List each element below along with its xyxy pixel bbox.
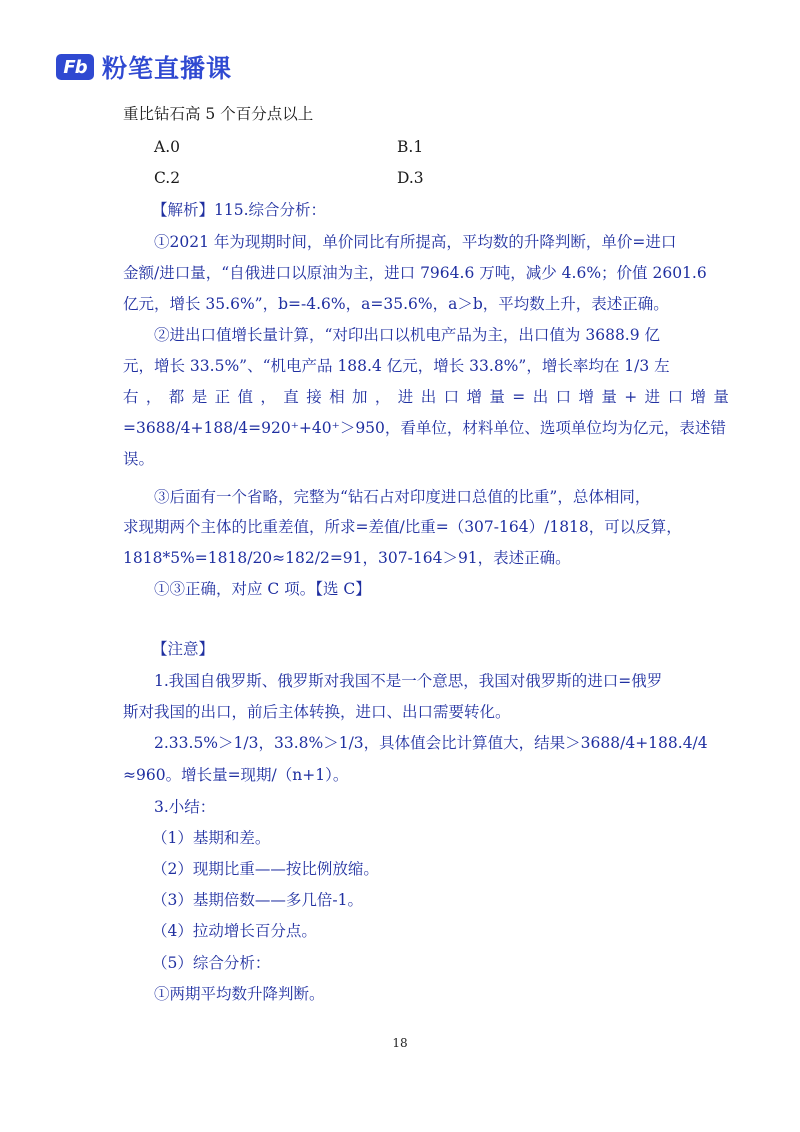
analysis-p3-line: 求现期两个主体的比重差值，所求=差值/比重=（307-164）/1818，可以反算， [123,518,682,536]
summary-item: （2）现期比重——按比例放缩。 [152,860,379,878]
summary-subitem: ①两期平均数升降判断。 [154,985,325,1003]
question-stem-tail: 重比钻石高 5 个百分点以上 [123,105,314,123]
analysis-p3-line: 1818*5%=1818/20≈182/2=91，307-164＞91，表述正确。 [123,549,571,567]
note-2-line: 2.33.5%＞1/3，33.8%＞1/3，具体值会比计算值大，结果＞3688/4+188.4/4 [154,734,708,752]
note-2-line: ≈960。增长量=现期/（n+1）。 [123,766,349,784]
analysis-p2-line: ②进出口值增长量计算，“对印出口以机电产品为主，出口值为 3688.9 亿 [154,326,661,344]
fenbi-logo-icon: Fb [56,54,94,80]
analysis-conclusion: ①③正确，对应 C 项。【选 C】 [154,580,371,598]
notes-heading: 【注意】 [152,640,215,658]
note-3-heading: 3.小结： [154,798,216,816]
analysis-p2-line: 元，增长 33.5%”、“机电产品 188.4 亿元，增长 33.8%”，增长率均在 1/3 左 [123,357,670,375]
analysis-p2-line: =3688/4+188/4=920⁺+40⁺＞950，看单位，材料单位、选项单位均为亿元，表述错 [123,419,726,437]
page-number: 18 [392,1036,408,1050]
analysis-p2-line: 右，都是正值，直接相加，进出口增量=出口增量+进口增量 [123,388,737,406]
option-d: D.3 [397,169,424,187]
analysis-p2-line: 误。 [123,450,155,468]
analysis-p1-line: ①2021 年为现期时间，单价同比有所提高，平均数的升降判断，单价=进口 [154,233,677,251]
summary-item: （1）基期和差。 [152,829,271,847]
option-a: A.0 [154,138,180,156]
brand-name: 粉笔直播课 [102,54,233,83]
note-1-line: 1.我国自俄罗斯、俄罗斯对我国不是一个意思，我国对俄罗斯的进口=俄罗 [154,672,663,690]
analysis-p1-line: 金额/进口量，“自俄进口以原油为主，进口 7964.6 万吨，减少 4.6%；价值 2601.6 [123,264,707,282]
analysis-p3-line: ③后面有一个省略，完整为“钻石占对印度进口总值的比重”，总体相同， [154,488,651,506]
analysis-heading: 【解析】115.综合分析： [152,201,327,219]
note-1-line: 斯对我国的出口，前后主体转换，进口、出口需要转化。 [123,703,511,721]
analysis-p1-line: 亿元，增长 35.6%”，b=-4.6%，a=35.6%，a＞b，平均数上升，表述正确。 [123,295,669,313]
summary-item: （4）拉动增长百分点。 [152,922,317,940]
option-b: B.1 [397,138,424,156]
option-c: C.2 [154,169,181,187]
summary-item: （5）综合分析： [152,954,271,972]
summary-item: （3）基期倍数——多几倍-1。 [152,891,363,909]
